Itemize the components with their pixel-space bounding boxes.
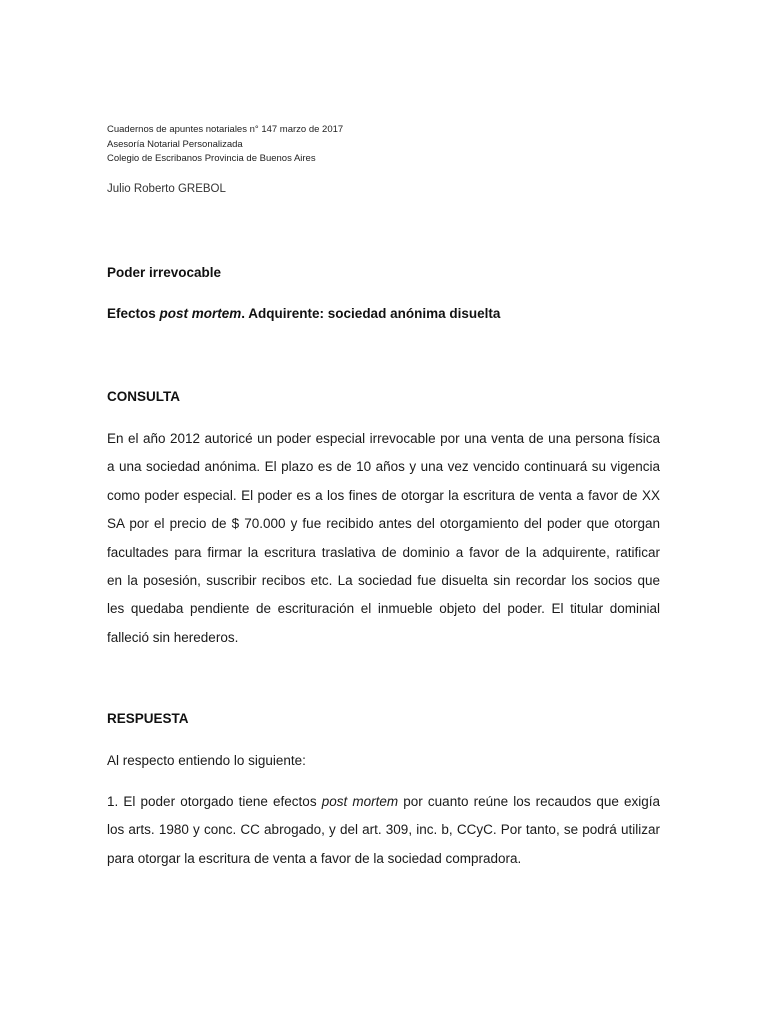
consulta-line: a una sociedad anónima. El plazo es de 10 años y una vez vencido continuará su vigencia [107,459,660,475]
consulta-paragraph [107,425,660,652]
respuesta-intro: Al respecto entiendo lo siguiente: [107,753,306,768]
header-line-college: Colegio de Escribanos Provincia de Buenos Aires [107,153,316,164]
point1-line: para otorgar la escritura de venta a favor de la sociedad compradora. [107,850,522,866]
point1-line: los arts. 1980 y conc. CC abrogado, y del art. 309, inc. b, CCyC. Por tanto, se podrá utilizar [107,822,660,838]
publication-header [107,123,343,167]
point1-line [107,788,660,816]
point1-line1-pre: 1. El poder otorgado tiene efectos [107,794,322,809]
consulta-line: SA por el precio de $ 70.000 y fue recibido antes del otorgamiento del poder que otorgan [107,516,660,532]
point1-line1-italic: post mortem [321,794,399,809]
consulta-heading: CONSULTA [107,389,180,404]
author-name: Julio Roberto GREBOL [107,183,226,195]
consulta-line: En el año 2012 autoricé un poder especial irrevocable por una venta de una persona física [107,431,660,446]
header-line-advisory: Asesoría Notarial Personalizada [107,138,243,150]
consulta-line: como poder especial. El poder es a los fines de otorgar la escritura de venta a favor de XX [107,487,660,503]
respuesta-heading: RESPUESTA [107,711,189,726]
document-title: Poder irrevocable [107,265,222,280]
consulta-line: falleció sin herederos. [107,629,239,645]
respuesta-point-1 [107,788,660,873]
consulta-line: les quedaba pendiente de escrituración el inmueble objeto del poder. El titular dominial [107,601,660,617]
subtitle-italic: post mortem [159,306,242,321]
header-line-publication: Cuadernos de apuntes notariales n° 147 marzo de 2017 [107,124,344,135]
document-subtitle [107,306,500,321]
consulta-line: en la posesión, suscribir recibos etc. La sociedad fue disuelta sin recordar los socios que [107,573,660,589]
point1-line1-post: por cuanto reúne los recaudos que exigía [398,794,661,809]
subtitle-pre: Efectos [107,306,160,321]
consulta-line: facultades para firmar la escritura traslativa de dominio a favor de la adquirente, ratificar [107,544,660,560]
subtitle-post: . Adquirente: sociedad anónima disuelta [241,306,501,321]
